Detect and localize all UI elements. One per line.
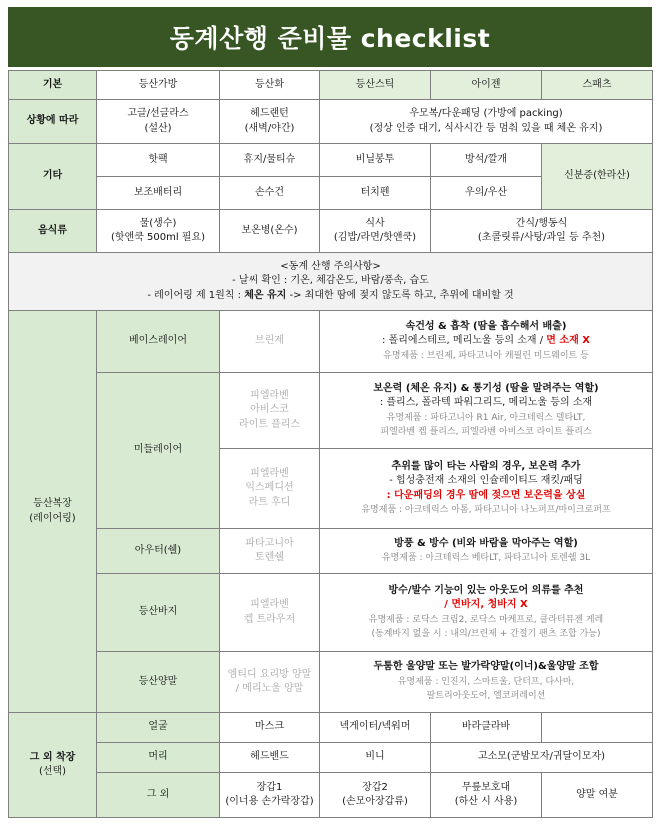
- head-item: 비니: [320, 743, 431, 773]
- checklist-table: [8, 70, 653, 818]
- face-item: 넥게이터/넥워머: [320, 713, 431, 743]
- face-item: 바라클라바: [431, 713, 542, 743]
- base-layer-row: [9, 311, 653, 373]
- socks-name: 등산양말: [97, 652, 220, 713]
- notice-box: [9, 253, 653, 311]
- pants-example: 피엘라벤 켑 트라우저: [220, 574, 320, 652]
- spare-socks-cell: 양말 여분: [542, 773, 653, 818]
- outer-layer-row: [9, 529, 653, 574]
- clothing-label: 등산복장 (레이어링): [9, 311, 97, 713]
- page-title: 동계산행 준비물 checklist: [8, 7, 652, 67]
- food-row: [9, 210, 653, 253]
- glove1-cell: 장갑1 (이너용 손가락장갑): [220, 773, 320, 818]
- basic-item: 아이젠: [431, 71, 542, 100]
- outer-layer-name: 아우터(쉘): [97, 529, 220, 574]
- etc-item: 휴지/물티슈: [220, 144, 320, 177]
- base-layer-desc: 속건성 & 흡착 (땀을 흡수해서 배출) : 폴리에스테르, 메리노울 등의 소재 / 면 소재 X 유명제품 : 브린제, 파타고니아 캐필린 미드웨이트 등: [320, 311, 653, 373]
- pants-desc: 방수/발수 기능이 있는 아웃도어 의류를 추천 / 면바지, 청바지 X 유명제품 : 로닥스 크림2, 로닥스 마케프로, 클라터뮤젠 게레 (동계바지 없을 시 : 내의/브린제 + 간절기 팬츠 조합 가능): [320, 574, 653, 652]
- etc-item: 터치펜: [320, 177, 431, 210]
- etc-item: 비닐봉투: [320, 144, 431, 177]
- face-item: 마스크: [220, 713, 320, 743]
- down-jacket-cell: 우모복/다운패딩 (가방에 packing) (정상 인증 대기, 식사시간 등 멈춰 있을 때 체온 유지): [320, 100, 653, 144]
- etc-item: 보조배터리: [97, 177, 220, 210]
- basic-item: 등산스틱: [320, 71, 431, 100]
- mid-layer-row-1: [9, 373, 653, 449]
- situational-label: 상황에 따라: [9, 100, 97, 144]
- mid-layer-example-1: 피엘라벤 아비스코 라이트 플리스: [220, 373, 320, 449]
- etc-row-1: [9, 144, 653, 177]
- face-row: [9, 713, 653, 743]
- basic-row: [9, 71, 653, 100]
- basic-item: 스패츠: [542, 71, 653, 100]
- etc-item: 손수건: [220, 177, 320, 210]
- pants-row: [9, 574, 653, 652]
- id-card-cell: 신분증(한라산): [542, 144, 653, 210]
- notice-line: - 날씨 확인 : 기온, 체감온도, 바람/풍속, 습도: [232, 275, 429, 287]
- pants-name: 등산바지: [97, 574, 220, 652]
- base-layer-name: 베이스레이어: [97, 311, 220, 373]
- situational-row: [9, 100, 653, 144]
- face-name: 얼굴: [97, 713, 220, 743]
- knee-guard-cell: 무릎보호대 (하산 시 사용): [431, 773, 542, 818]
- extra-label: 그 외 착장 (선택): [9, 713, 97, 818]
- goggles-cell: 고글/선글라스 (설산): [97, 100, 220, 144]
- mid-layer-example-2: 피엘라벤 익스페디션 라트 후디: [220, 449, 320, 529]
- head-item: 헤드밴드: [220, 743, 320, 773]
- mid-layer-desc-1: 보온력 (체온 유지) & 통기성 (땀을 말려주는 역할) : 플리스, 폴라텍 파워그리드, 메리노울 등의 소재 유명제품 : 파타고니아 R1 Air, 아크테릭스 델타LT, 피엘라벤 켑 플리스, 피엘라벤 아비스코 라이트 플리스: [320, 373, 653, 449]
- outer-layer-example: 파타고니아 토렌쉘: [220, 529, 320, 574]
- etc-label: 기타: [9, 144, 97, 210]
- base-layer-example: 브린제: [220, 311, 320, 373]
- thermos-cell: 보온병(온수): [220, 210, 320, 253]
- food-label: 음식류: [9, 210, 97, 253]
- socks-row: [9, 652, 653, 713]
- mid-layer-desc-2: 추위를 많이 타는 사람의 경우, 보온력 추가 - 힙성충전재 소재의 인슐레이티드 재킷/패딩 : 다운패딩의 경우 땀에 젖으면 보온력을 상실 유명제품 : 아크테릭스 아톰, 파타고니아 나노퍼프/마이크로퍼프: [320, 449, 653, 529]
- outer-layer-desc: 방풍 & 방수 (비와 바람을 막아주는 역할) 유명제품 : 아크테릭스 베타LT, 파타고니아 토렌쉘 3L: [320, 529, 653, 574]
- head-item: 고소모(군밤모자/귀달이모자): [431, 743, 653, 773]
- snack-cell: 간식/행동식 (초콜릿류/사탕/과일 등 추천): [431, 210, 653, 253]
- water-cell: 물(생수) (핫앤쿡 500ml 필요): [97, 210, 220, 253]
- other-name: 그 외: [97, 773, 220, 818]
- basic-label: 기본: [9, 71, 97, 100]
- etc-item: 방석/깔개: [431, 144, 542, 177]
- notice-line: - 레이어링 제 1원칙 : 체온 유지 -> 최대한 땀에 젖지 않도록 하고, 추위에 대비할 것: [147, 289, 514, 301]
- head-row: [9, 743, 653, 773]
- basic-item: 등산가방: [97, 71, 220, 100]
- basic-item: 등산화: [220, 71, 320, 100]
- notice-heading: <동계 산행 주의사항>: [280, 260, 381, 272]
- mid-layer-name: 미들레이어: [97, 373, 220, 529]
- head-name: 머리: [97, 743, 220, 773]
- notice-row: [9, 253, 653, 311]
- etc-item: 핫팩: [97, 144, 220, 177]
- other-row: [9, 773, 653, 818]
- headlamp-cell: 헤드랜턴 (새벽/야간): [220, 100, 320, 144]
- socks-example: 엠티디 요리방 양말 / 메리노울 양말: [220, 652, 320, 713]
- etc-item: 우의/우산: [431, 177, 542, 210]
- socks-desc: 두툼한 울양말 또는 발가락양말(이너)&울양말 조합 유명제품 : 인진지, 스마트울, 단터프, 다사마, 팔트리아웃도어, 엘코퍼레이션: [320, 652, 653, 713]
- face-item: [542, 713, 653, 743]
- meal-cell: 식사 (김밥/라면/핫앤쿡): [320, 210, 431, 253]
- glove2-cell: 장갑2 (손모아장갑류): [320, 773, 431, 818]
